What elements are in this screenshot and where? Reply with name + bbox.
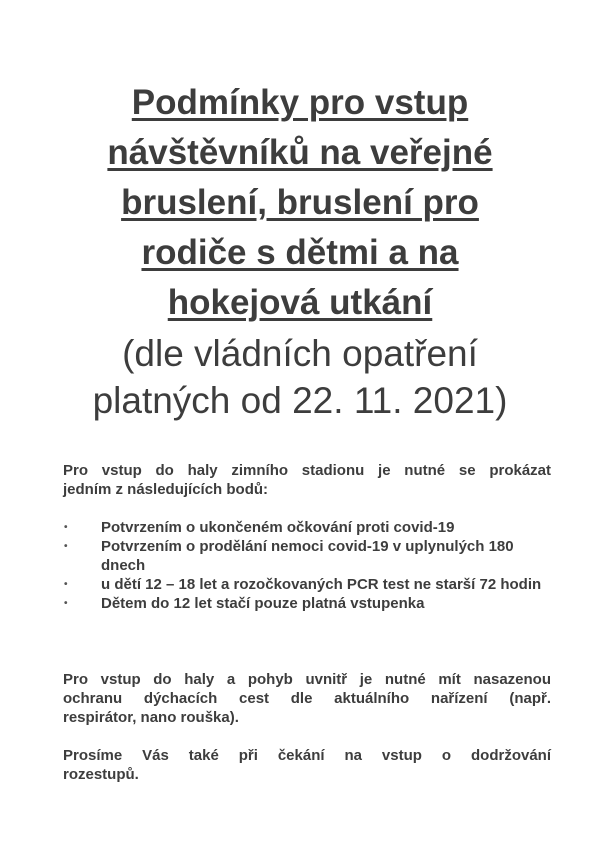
- paragraph-line: Prosíme Vás také při čekání na vstup o dodržování: [63, 747, 551, 764]
- bullet-icon: •: [64, 598, 68, 609]
- paragraph-line: rozestupů.: [63, 766, 139, 783]
- intro-line: jedním z následujících bodů:: [63, 481, 269, 498]
- list-item: [63, 537, 551, 575]
- distancing-paragraph: [63, 746, 551, 784]
- list-item: [63, 518, 551, 537]
- title-line: rodiče s dětmi a na: [141, 233, 459, 272]
- mask-paragraph: [63, 670, 551, 727]
- page-subtitle: [30, 330, 570, 424]
- title-line: Podmínky pro vstup: [131, 83, 469, 122]
- list-item-label: u dětí 12 – 18 let a rozočkovaných PCR test ne starší 72 hodin: [101, 576, 542, 593]
- list-item-label: Potvrzením o prodělání nemoci covid-19 v uplynulých 180 dnech: [101, 538, 514, 574]
- subtitle-line: platných od 22. 11. 2021): [92, 380, 508, 421]
- intro-line: Pro vstup do haly zimního stadionu je nutné se prokázat: [63, 462, 551, 479]
- bullet-icon: •: [64, 579, 68, 590]
- title-line: bruslení, bruslení pro: [121, 183, 479, 222]
- list-item-label: Potvrzením o ukončeném očkování proti covid-19: [101, 519, 455, 536]
- list-item: [63, 575, 551, 594]
- bullet-icon: •: [64, 522, 68, 533]
- title-line: návštěvníků na veřejné: [107, 133, 493, 172]
- intro-paragraph: [63, 461, 551, 499]
- requirements-list: [63, 518, 551, 613]
- subtitle-line: (dle vládních opatření: [122, 333, 478, 374]
- list-item: [63, 594, 551, 613]
- bullet-icon: •: [64, 541, 68, 552]
- paragraph-line: Pro vstup do haly a pohyb uvnitř je nutné mít nasazenou: [63, 671, 551, 688]
- page-title: [40, 78, 560, 328]
- paragraph-line: ochranu dýchacích cest dle aktuálního nařízení (např.: [63, 690, 551, 707]
- list-item-label: Dětem do 12 let stačí pouze platná vstupenka: [101, 595, 425, 612]
- paragraph-line: respirátor, nano rouška).: [63, 709, 239, 726]
- title-line: hokejová utkání: [167, 283, 433, 322]
